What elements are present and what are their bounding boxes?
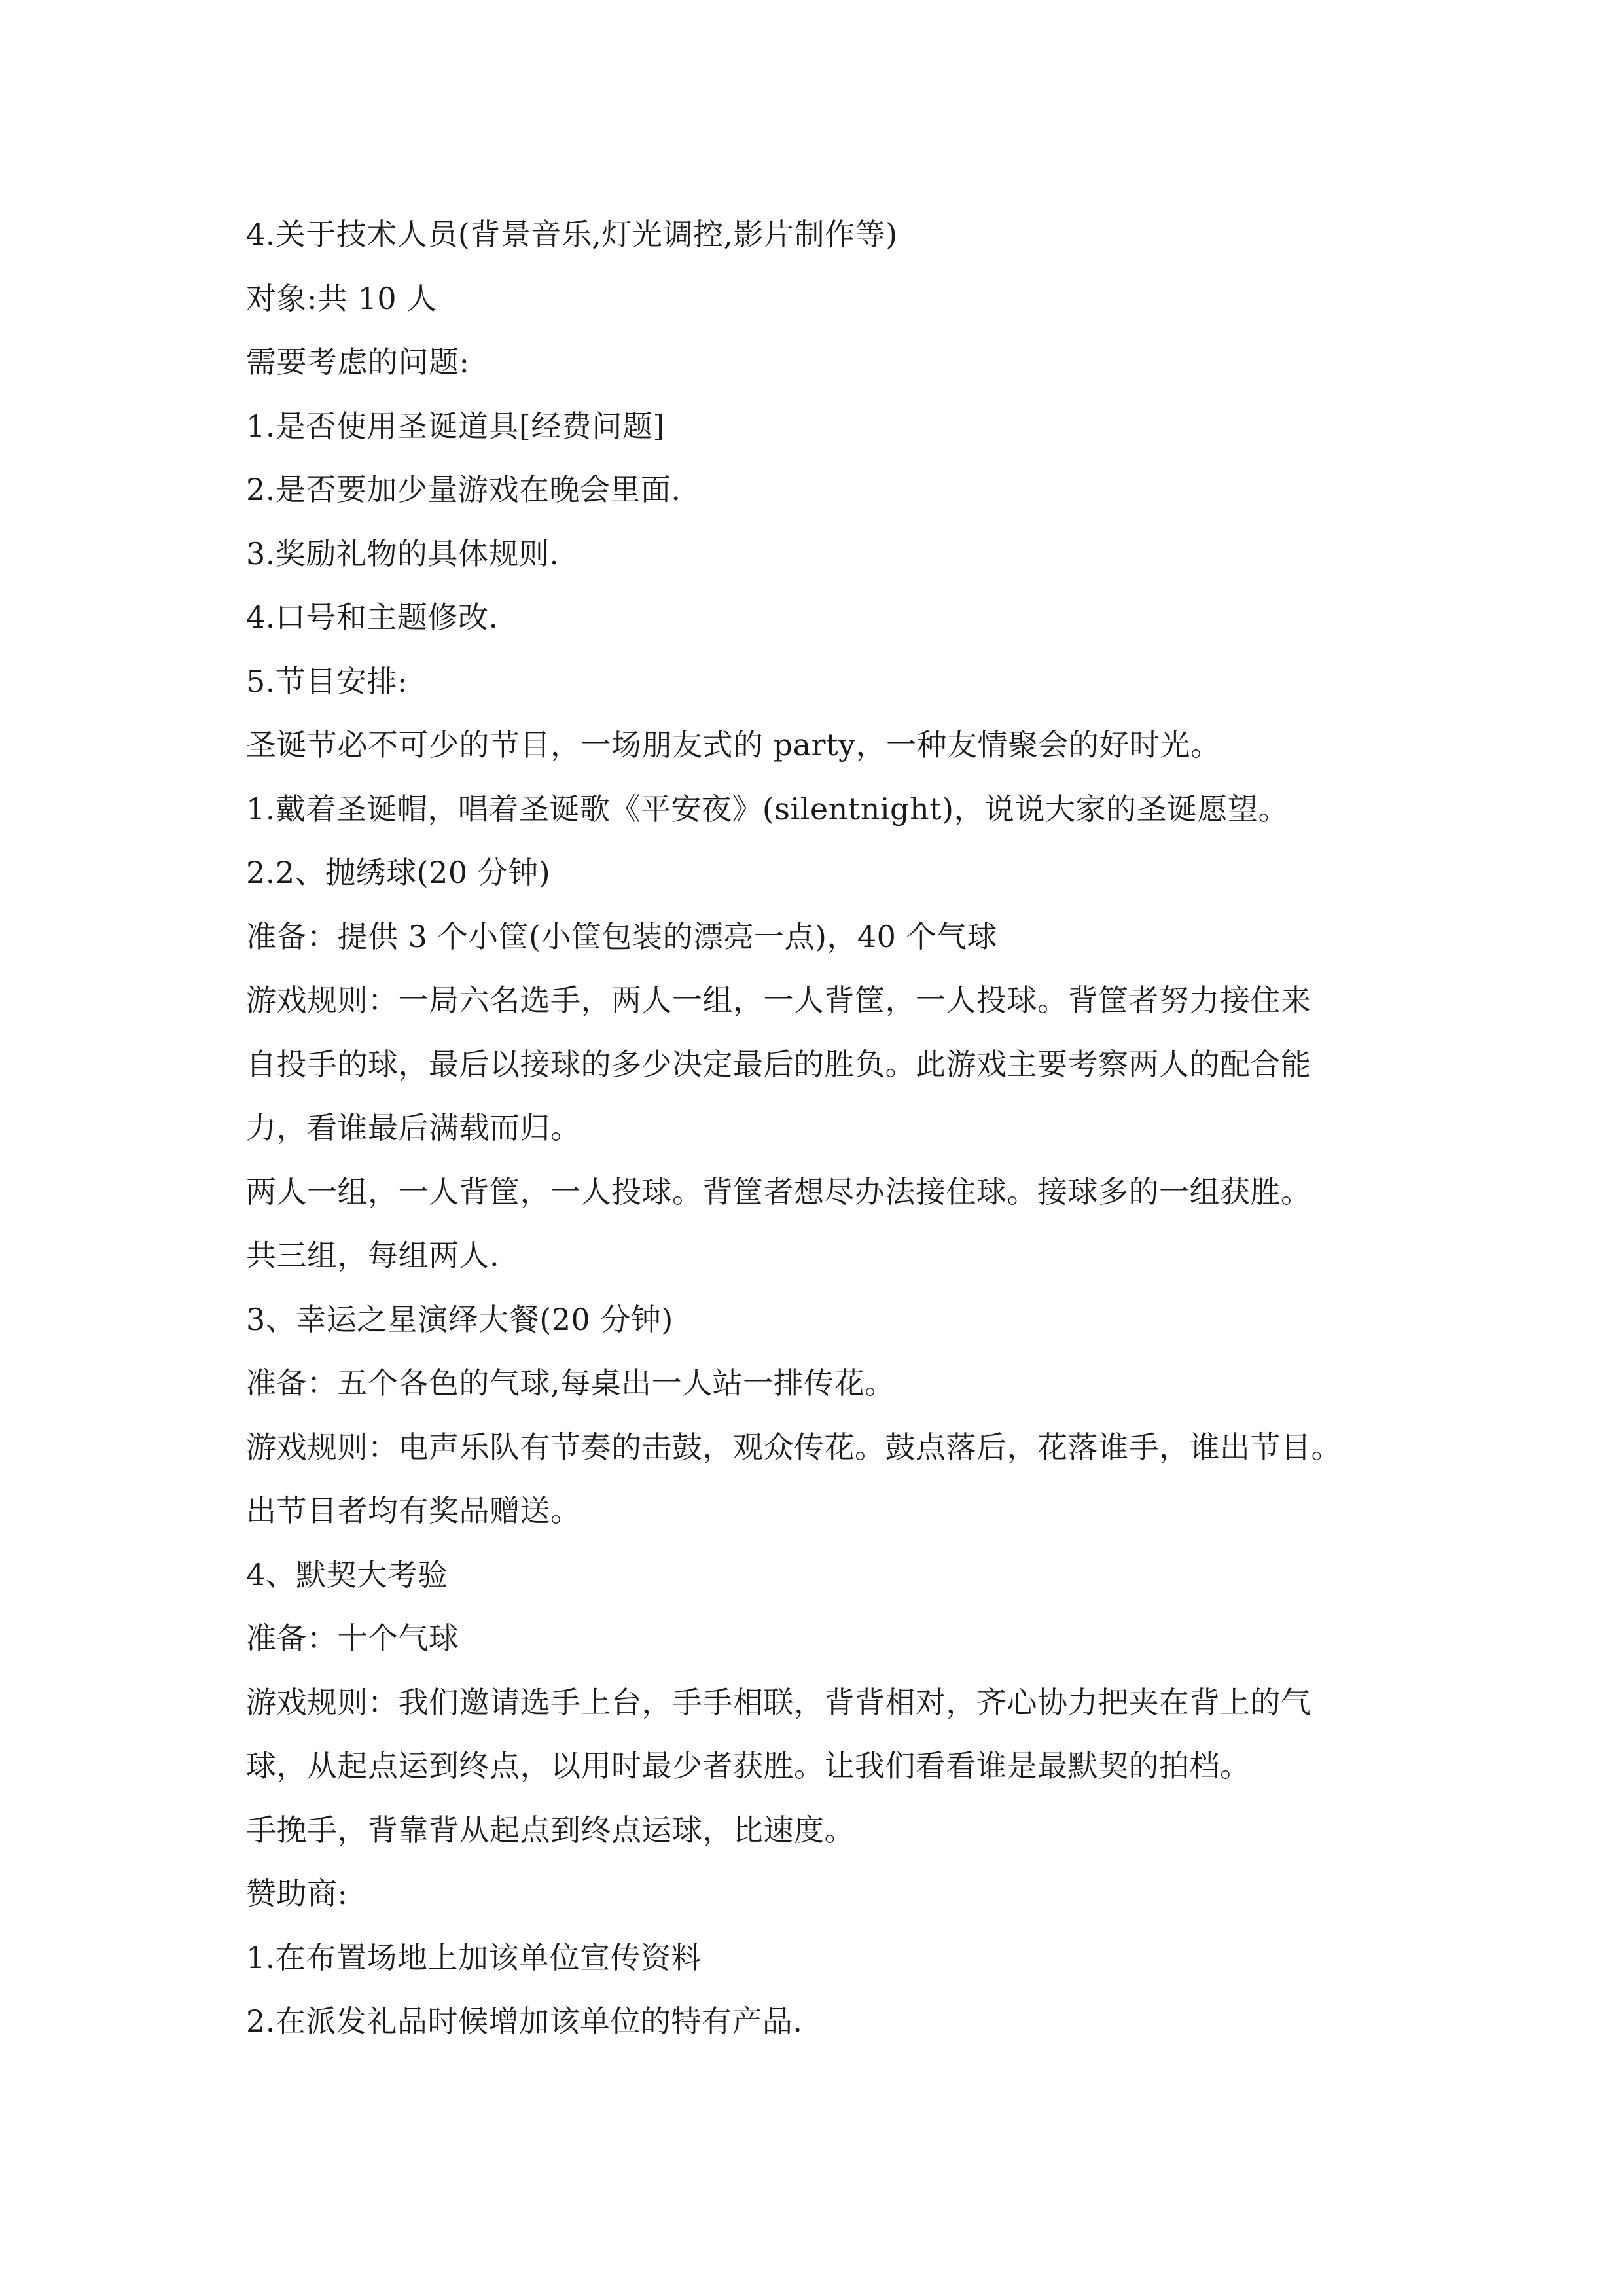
text-line: 1.在布置场地上加该单位宣传资料: [246, 1939, 702, 1975]
text-line: 游戏规则：我们邀请选手上台，手手相联，背背相对，齐心协力把夹在背上的气: [246, 1684, 1311, 1720]
text-line: 游戏规则：一局六名选手，两人一组，一人背筐，一人投球。背筐者努力接住来: [246, 982, 1311, 1018]
text-line: 游戏规则：电声乐队有节奏的击鼓，观众传花。鼓点落后，花落谁手，谁出节目。: [246, 1429, 1342, 1465]
text-line: 出节目者均有奖品赠送。: [246, 1493, 581, 1528]
text-line: 两人一组，一人背筐，一人投球。背筐者想尽办法接住球。接球多的一组获胜。: [246, 1174, 1311, 1210]
text-line: 球，从起点运到终点，以用时最少者获胜。让我们看看谁是最默契的拍档。: [246, 1748, 1251, 1784]
text-line: 2.在派发礼品时候增加该单位的特有产品.: [246, 2003, 803, 2039]
text-line: 自投手的球，最后以接球的多少决定最后的胜负。此游戏主要考察两人的配合能: [246, 1046, 1311, 1082]
section-heading: 4、默契大考验: [246, 1556, 448, 1592]
text-line: 2.是否要加少量游戏在晚会里面.: [246, 472, 681, 507]
text-line: 共三组，每组两人.: [246, 1238, 500, 1273]
section-heading: 2.2、抛绣球(20 分钟): [246, 855, 551, 890]
section-heading: 赞助商:: [246, 1876, 348, 1911]
text-line: 准备：提供 3 个小筐(小筐包装的漂亮一点)，40 个气球: [246, 918, 998, 954]
text-line: 4.口号和主题修改.: [246, 600, 499, 635]
section-heading: 5.节目安排:: [246, 663, 408, 699]
text-line: 对象:共 10 人: [246, 280, 437, 316]
text-line: 圣诞节必不可少的节目，一场朋友式的 party，一种友情聚会的好时光。: [246, 727, 1221, 762]
text-line: 1.戴着圣诞帽，唱着圣诞歌《平安夜》(silentnight)，说说大家的圣诞愿望。: [246, 791, 1289, 827]
text-line: 4.关于技术人员(背景音乐,灯光调控,影片制作等): [246, 217, 898, 252]
text-line: 3.奖励礼物的具体规则.: [246, 535, 560, 571]
section-heading: 3、幸运之星演绎大餐(20 分钟): [246, 1301, 673, 1337]
text-line: 手挽手，背靠背从起点到终点运球，比速度。: [246, 1812, 855, 1848]
text-line: 需要考虑的问题:: [246, 344, 470, 380]
text-line: 1.是否使用圣诞道具[经费问题]: [246, 408, 665, 444]
text-line: 准备：十个气球: [246, 1621, 459, 1656]
document-body: [246, 203, 1418, 2054]
text-line: 力，看谁最后满载而归。: [246, 1110, 581, 1145]
text-line: 准备：五个各色的气球,每桌出一人站一排传花。: [246, 1365, 895, 1401]
